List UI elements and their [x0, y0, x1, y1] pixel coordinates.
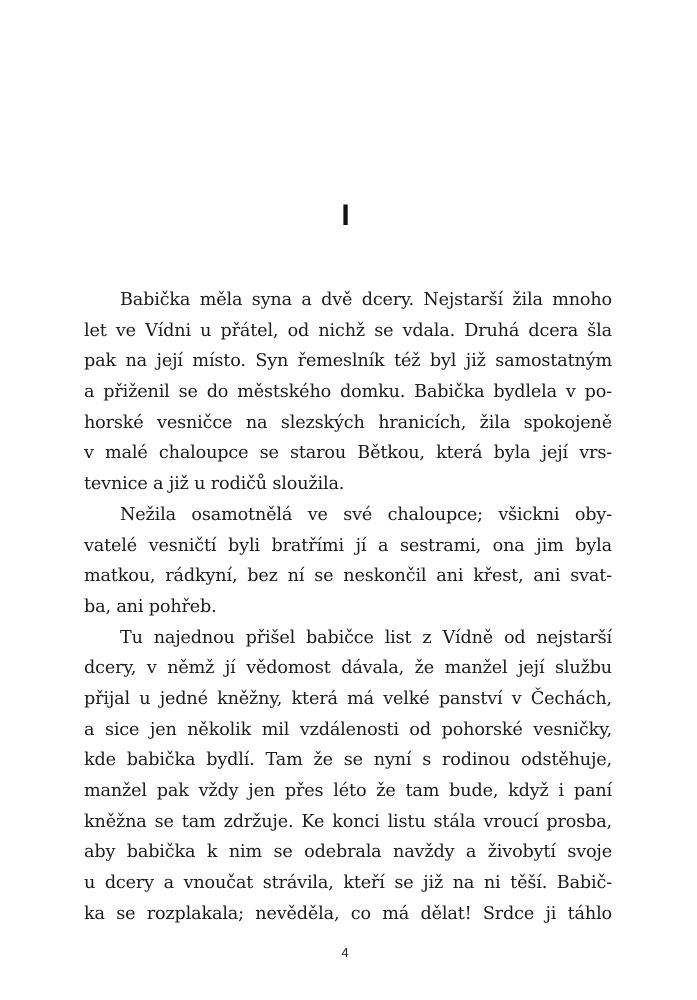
text-line: dcery, v němž jí vědomost dávala, že manžel její službu	[84, 658, 612, 679]
text-line: aby babička k nim se odebrala navždy a živobytí svoje	[84, 842, 612, 863]
text-line: v malé chaloupce se starou Bětkou, která byla její vrs-	[84, 443, 612, 464]
text-line: přijal u jedné kněžny, která má velké panství v Čechách,	[84, 688, 612, 709]
paragraph-3	[84, 623, 612, 930]
text-line: a sice jen několik mil vzdálenosti od pohorské vesničky,	[84, 719, 612, 740]
paragraph-2	[84, 500, 612, 623]
page-number: 4	[341, 945, 349, 960]
text-line: Nežila osamotnělá ve své chaloupce; všickni oby-	[120, 504, 612, 525]
text-line: kde babička bydlí. Tam že se nyní s rodinou odstěhuje,	[84, 750, 612, 771]
text-line: let ve Vídni u přátel, od nichž se vdala. Druhá dcera šla	[84, 320, 612, 341]
text-line: Babička měla syna a dvě dcery. Nejstarší žila mnoho	[120, 290, 612, 310]
chapter-heading: I	[341, 199, 350, 232]
text-line: matkou, rádkyní, bez ní se neskončil ani křest, ani svat-	[84, 566, 612, 587]
text-line: ka se rozplakala; nevěděla, co má dělat! Srdce ji táhlo	[84, 903, 612, 924]
text-line: manžel pak vždy jen přes léto že tam bude, když i paní	[84, 781, 612, 801]
text-line: Tu najednou přišel babičce list z Vídně od nejstarší	[120, 627, 612, 648]
text-line: horské vesničce na slezských hranicích, žila spokojeně	[84, 412, 612, 433]
text-line: vatelé vesničtí byli bratřími jí a sestrami, ona jim byla	[84, 535, 612, 556]
body-text	[84, 285, 612, 929]
text-line: a přiženil se do městského domku. Babička bydlela v po-	[84, 382, 612, 403]
paragraph-1	[84, 285, 612, 500]
text-line: ba, ani pohřeb.	[84, 596, 217, 617]
text-line: pak na její místo. Syn řemeslník též byl již samostatným	[84, 351, 612, 372]
text-line: u dcery a vnoučat strávila, kteří se již na ni těší. Babič-	[84, 873, 612, 894]
text-line: kněžna se tam zdržuje. Ke konci listu stála vroucí prosba,	[84, 811, 612, 832]
text-line: tevnice a již u rodičů sloužila.	[84, 474, 345, 495]
